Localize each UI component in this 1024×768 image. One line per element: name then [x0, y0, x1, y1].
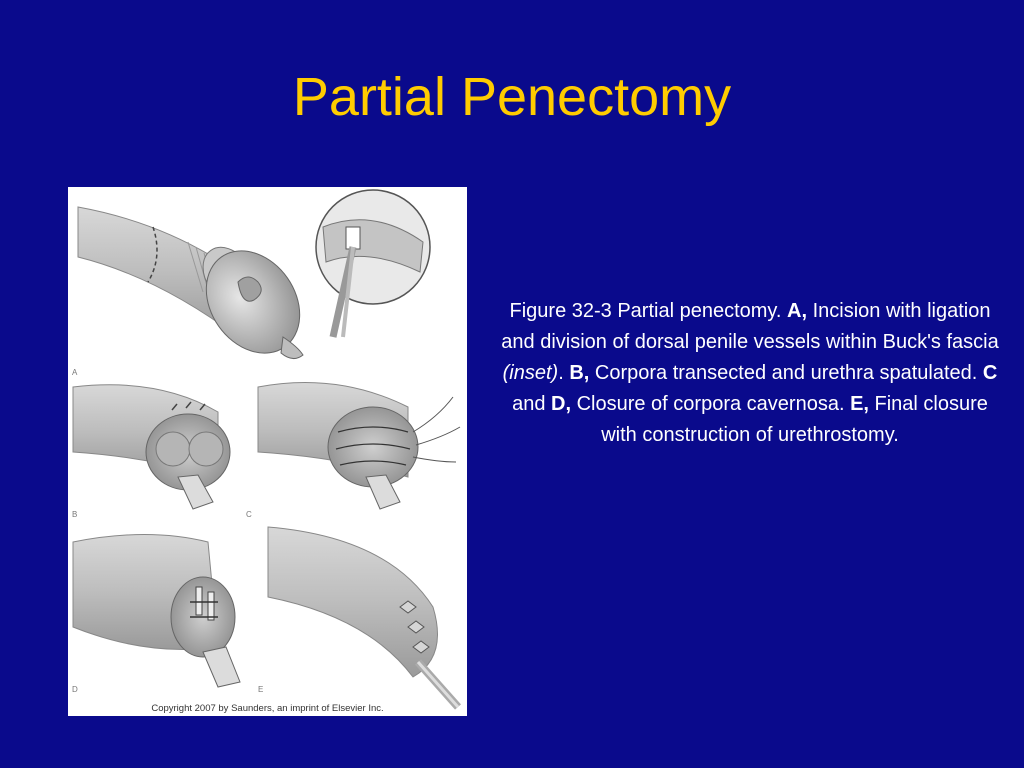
panel-label-b: B: [72, 510, 78, 519]
caption-d-text: Closure of corpora cavernosa.: [571, 393, 851, 415]
caption-a-inset: (inset): [502, 362, 559, 384]
panel-label-a: A: [72, 368, 78, 377]
panel-label-d: D: [72, 685, 78, 694]
figure-caption: [495, 296, 1005, 451]
panel-d-drawing: [73, 535, 240, 688]
caption-b-label: B,: [569, 362, 590, 384]
panel-a-inset: [316, 190, 430, 337]
copyright-notice: Copyright 2007 by Saunders, an imprint of Elsevier Inc.: [151, 703, 384, 714]
caption-d-label: D,: [551, 393, 572, 415]
panel-label-e: E: [258, 685, 264, 694]
panel-c-drawing: [258, 383, 460, 510]
caption-e-text: Final closure with construction of urethrostomy.: [601, 393, 988, 446]
panel-e-drawing: [268, 527, 458, 707]
panel-b-drawing: [73, 385, 230, 509]
caption-and-text: and: [512, 393, 552, 415]
caption-c-label: C: [982, 362, 998, 384]
caption-a-text: Incision with ligation and division of dorsal penile vessels within Buck's fascia: [501, 300, 999, 353]
caption-b-text: Corpora transected and urethra spatulated.: [589, 362, 983, 384]
panel-a-drawing: [78, 207, 319, 371]
caption-a-end: .: [558, 362, 570, 384]
caption-prefix: Figure 32-3 Partial penectomy.: [509, 300, 788, 322]
slide-title: Partial Penectomy: [292, 67, 732, 127]
caption-e-label: E,: [850, 393, 869, 415]
caption-a-label: A,: [787, 300, 808, 322]
illustration-drawing: [68, 187, 467, 716]
surgical-illustration: [68, 187, 467, 716]
panel-label-c: C: [246, 510, 252, 519]
